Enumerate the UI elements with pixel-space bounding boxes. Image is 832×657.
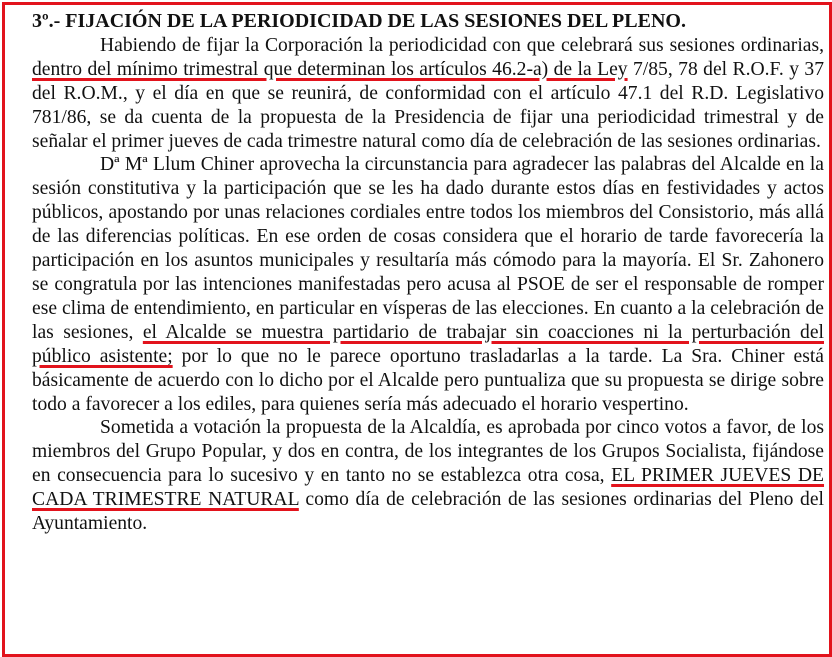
highlight-first-thursday: EL PRIMER JUEVES DE CADA TRIMESTRE NATURAL: [32, 465, 825, 511]
paragraph-periodicity-proposal: [32, 34, 824, 154]
document-body: [32, 10, 824, 536]
section-heading: 3º.- FIJACIÓN DE LA PERIODICIDAD DE LAS SESIONES DEL PLENO.: [32, 10, 686, 32]
paragraph-3-text-b: como día de celebración de las sesiones ordinarias del Pleno del Ayuntamiento.: [32, 489, 824, 535]
highlight-minimum-quarterly: dentro del mínimo trimestral que determinan los artículos 46.2-a) de la Ley: [32, 58, 628, 80]
paragraph-1-text-b: 7/85, 78 del R.O.F. y 37 del R.O.M., y el día en que se reunirá, de conformidad con el artículo 47.1 del R.D. Legislativo 781/86, se da cuenta de la propuesta de la Presidencia de fijar una periodicidad trimestral y de señalar el primer jueves de cada trimestre natural como día de celebración de las sesiones ordinarias.: [32, 58, 825, 152]
paragraph-vote-result: [32, 416, 824, 536]
highlight-mayor-position: el Alcalde se muestra partidario de trabajar sin coacciones ni la perturbación del público asistente;: [32, 321, 824, 367]
paragraph-3-text-a: Sometida a votación la propuesta de la Alcaldía, es aprobada por cinco votos a favor, de los miembros del Grupo Popular, y dos en contra, de los integrantes de los Grupos Socialista, fijándose en consecuencia para lo sucesivo y en tanto no se establezca otra cosa,: [32, 417, 824, 487]
paragraph-2-text-b: por lo que no le parece oportuno trasladarlas a la tarde. La Sra. Chiner está básicamente de acuerdo con lo dicho por el Alcalde pero puntualiza que su propuesta se dirige sobre todo a favorecer a los ediles, para quienes sería más adecuado el horario vespertino.: [32, 345, 824, 415]
paragraph-2-text-a: Dª Mª Llum Chiner aprovecha la circunstancia para agradecer las palabras del Alcalde en la sesión constitutiva y la participación que se les ha dado durante estos días en festividades y actos públicos, apostando por unas relaciones cordiales entre todos los miembros del Consistorio, más allá de las diferencias políticas. En ese orden de cosas considera que el horario de tarde favorecería la participación en los asuntos municipales y resultaría más cómodo para la mayoría. El Sr. Zahonero se congratula por las intenciones manifestadas pero acusa al PSOE de ser el responsable de romper ese clima de entendimiento, en particular en vísperas de las elecciones. En cuanto a la celebración de las sesiones,: [32, 154, 824, 343]
document-frame: [2, 2, 832, 657]
paragraph-debate: [32, 153, 824, 416]
paragraph-1-text-a: Habiendo de fijar la Corporación la periodicidad con que celebrará sus sesiones ordinarias,: [100, 34, 824, 56]
